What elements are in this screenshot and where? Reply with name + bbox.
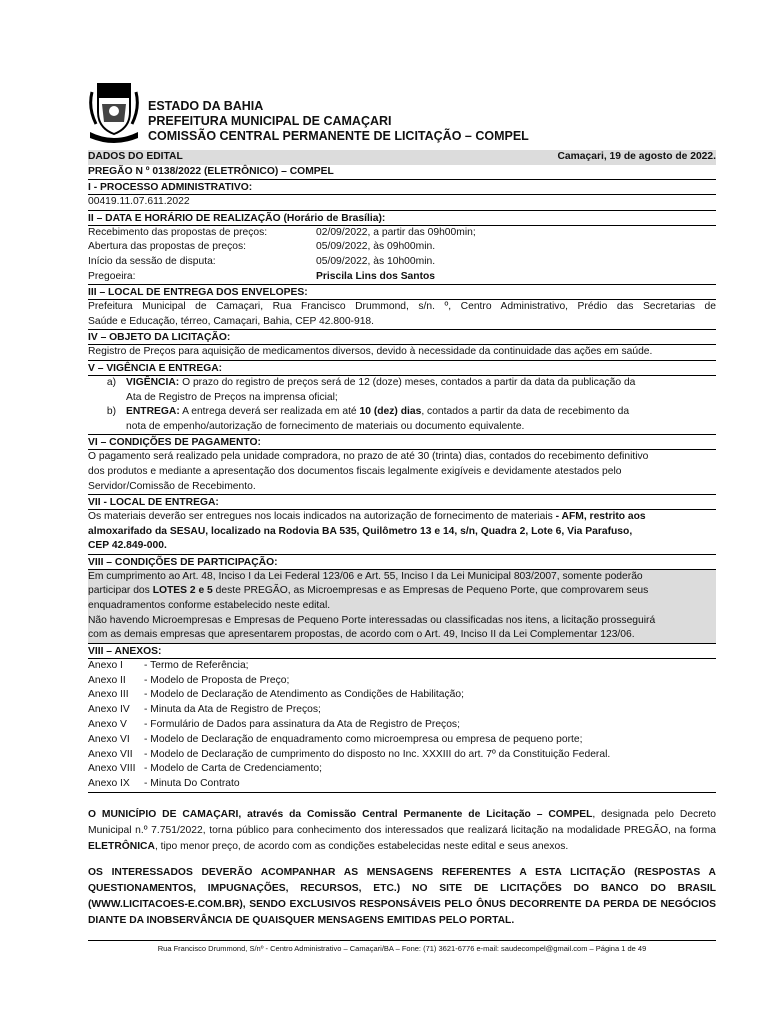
annex-item: Anexo I - Termo de Referência;	[88, 659, 249, 671]
pregao-number: PREGÃO N º 0138/2022 (ELETRÔNICO) – COMPEL	[88, 165, 334, 177]
object-text: Registro de Preços para aquisição de medicamentos diversos, devido à necessidade da continuidade das ações em saúde.	[88, 346, 653, 358]
list-item: a) VIGÊNCIA: O prazo do registro de preços será de 12 (doze) meses, contados a partir da data da publicação da Ata de Registro de Preços na imprensa oficial;	[106, 376, 636, 403]
section-participation-title: VIII – CONDIÇÕES DE PARTICIPAÇÃO:	[88, 554, 716, 570]
delivery-line: CEP 42.849-000.	[88, 540, 167, 552]
delivery-line: Os materiais deverão ser entregues nos locais indicados na autorização de fornecimento de materiais - AFM, restrito aos	[88, 511, 646, 523]
annex-item: Anexo II - Modelo de Proposta de Preço;	[88, 674, 290, 686]
payment-line: O pagamento será realizado pela unidade compradora, no prazo de até 30 (trinta) dias, contados do recebimento definitivo	[88, 451, 649, 463]
section-envelopes-title: III – LOCAL DE ENTREGA DOS ENVELOPES:	[88, 284, 716, 300]
annex-list	[88, 659, 716, 792]
list-item: b) ENTREGA: A entrega deverá ser realizada em até 10 (dez) dias, contados a partir da data de recebimento da nota de empenho/autorização de fornecimento de materiais ou documento equivalente.	[106, 406, 630, 432]
document-page	[88, 78, 716, 929]
section-payment-title: VI – CONDIÇÕES DE PAGAMENTO:	[88, 434, 716, 450]
header-prefecture: PREFEITURA MUNICIPAL DE CAMAÇARI	[148, 114, 392, 128]
delivery-line: almoxarifado da SESAU, localizado na Rodovia BA 535, Quilômetro 13 e 14, s/n, Quadra 2, Lote 6, Via Parafuso,	[88, 525, 633, 537]
envelopes-line: Saúde e Educação, térreo, Camaçari, Bahia, CEP 42.800-918.	[88, 315, 375, 327]
schedule-label: Abertura das propostas de preços:	[88, 241, 246, 253]
schedule-label: Recebimento das propostas de preços:	[88, 226, 268, 238]
page-footer: Rua Francisco Drummond, S/nº - Centro Administrativo – Camaçari/BA – Fone: (71) 3621-6776 e-mail: saudecompel@gmail.com – Página 1 de 49	[88, 940, 716, 953]
header-commission: COMISSÃO CENTRAL PERMANENTE DE LICITAÇÃO – COMPEL	[148, 129, 529, 143]
edital-label: DADOS DO EDITAL	[88, 151, 183, 162]
section-validity-title: V – VIGÊNCIA E ENTREGA:	[88, 360, 716, 376]
schedule-label: Início da sessão de disputa:	[88, 255, 216, 267]
payment-line: Servidor/Comissão de Recebimento.	[88, 480, 256, 492]
letterhead	[88, 78, 716, 150]
process-number: 00419.11.07.611.2022	[88, 196, 190, 208]
participation-block: Em cumprimento ao Art. 48, Inciso I da Lei Federal 123/06 e Art. 55, Inciso I da Lei Municipal 803/2007, somente poderão participar dos LOTES 2 e 5 deste PREGÃO, as Microempresas e as Empresas de Pequeno Porte, que comprovarem seus enquadramentos conforme estabelecido neste edital. Não havendo Microempresas e Empresas de Pequeno Porte interessadas ou classificadas nos itens, a licitação prosseguirá com as demais empresas que apresentarem propostas, de acordo com o Art. 49, Inciso II da Lei Complementar 123/06.	[88, 570, 716, 643]
header-state: ESTADO DA BAHIA	[148, 99, 264, 113]
section-process-title: I - PROCESSO ADMINISTRATIVO:	[88, 179, 716, 195]
schedule-value: 02/09/2022, a partir das 09h00min;	[316, 226, 476, 238]
schedule-table	[88, 226, 716, 284]
annex-item: Anexo VII - Modelo de Declaração de cumprimento do disposto no Inc. XXXIII do art. 7º da Constituição Federal.	[88, 748, 611, 760]
schedule-value: 05/09/2022, às 10h00min.	[316, 255, 436, 267]
edital-header	[88, 150, 716, 165]
annex-item: Anexo VIII - Modelo de Carta de Credenciamento;	[88, 763, 323, 775]
annex-item: Anexo V - Formulário de Dados para assinatura da Ata de Registro de Preços;	[88, 719, 460, 731]
intro-paragraph: O MUNICÍPIO DE CAMAÇARI, através da Comissão Central Permanente de Licitação – COMPEL, designada pelo Decreto Municipal n.º 7.751/2022, torna público para conhecimento dos interessados que realizará licitação na modalidade PREGÃO, na forma ELETRÔNICA, tipo menor preço, de acordo com as condições estabelecidas neste edital e seus anexos.	[88, 809, 716, 853]
payment-line: dos produtos e mediante a apresentação dos documentos fiscais legalmente exigíveis e devidamente atestados pelo	[88, 465, 622, 477]
annex-item: Anexo III - Modelo de Declaração de Atendimento as Condições de Habilitação;	[88, 689, 464, 701]
edital-date: Camaçari, 19 de agosto de 2022.	[557, 151, 716, 162]
section-delivery-title: VII - LOCAL DE ENTREGA:	[88, 494, 716, 510]
pregoeira-name: Priscila Lins dos Santos	[316, 270, 436, 282]
annex-item: Anexo VI - Modelo de Declaração de enquadramento como microempresa ou empresa de pequeno porte;	[88, 733, 583, 745]
divider	[88, 792, 716, 793]
annex-item: Anexo IX - Minuta Do Contrato	[88, 778, 240, 790]
coat-of-arms-icon	[88, 78, 140, 144]
schedule-value: 05/09/2022, às 09h00min.	[316, 241, 436, 253]
section-annexes-title: VIII – ANEXOS:	[88, 643, 716, 659]
notice-paragraph: OS INTERESSADOS DEVERÃO ACOMPANHAR AS MENSAGENS REFERENTES A ESTA LICITAÇÃO (RESPOSTAS A QUESTIONAMENTOS, IMPUGNAÇÕES, RECURSOS, ETC.) NO SITE DE LICITAÇÕES DO BANCO DO BRASIL (WWW.LICITACOES-E.COM.BR), SENDO EXCLUSIVOS RESPONSÁVEIS PELO ÔNUS DECORRENTE DA PERDA DE NEGÓCIOS DIANTE DA INOBSERVÂNCIA DE QUAISQUER MENSAGENS EMITIDAS PELO PORTAL.	[88, 867, 716, 927]
section-object-title: IV – OBJETO DA LICITAÇÃO:	[88, 329, 716, 345]
envelopes-line: Prefeitura Municipal de Camaçari, Rua Francisco Drummond, s/n. º, Centro Administrativo, Prédio das Secretarias de	[88, 301, 716, 313]
section-schedule-title: II – DATA E HORÁRIO DE REALIZAÇÃO (Horário de Brasília):	[88, 210, 716, 226]
schedule-label: Pregoeira:	[88, 270, 136, 282]
annex-item: Anexo IV - Minuta da Ata de Registro de Preços;	[88, 704, 321, 716]
